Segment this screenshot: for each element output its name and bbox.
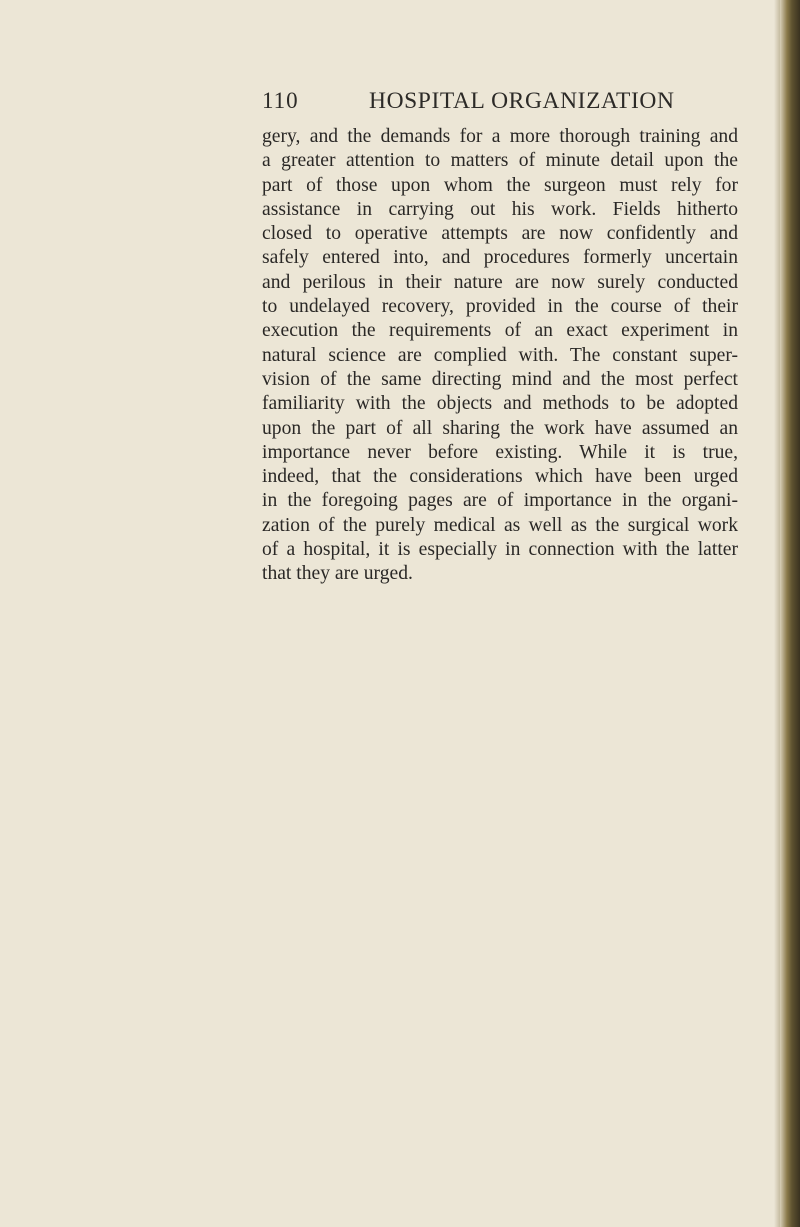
text-line: familiarity with the objects and methods to be adopted [262, 393, 738, 415]
text-line: natural science are complied with. The constant super- [262, 344, 738, 366]
text-line: safely entered into, and procedures formerly uncertain [262, 247, 738, 269]
text-line: importance never before existing. While it is true, [262, 441, 738, 463]
text-line: indeed, that the considerations which have been urged [262, 466, 738, 488]
text-line: part of those upon whom the surgeon must rely for [262, 174, 738, 196]
text-line: vision of the same directing mind and the most perfect [262, 368, 738, 390]
page-number: 110 [262, 88, 299, 113]
text-line: closed to operative attempts are now confidently and [262, 223, 738, 245]
text-line: upon the part of all sharing the work have assumed an [262, 417, 738, 439]
running-head [262, 88, 742, 124]
text-line: to undelayed recovery, provided in the course of their [262, 296, 738, 318]
text-line: zation of the purely medical as well as the surgical work [262, 514, 738, 536]
text-line: a greater attention to matters of minute detail upon the [262, 150, 738, 172]
text-line: in the foregoing pages are of importance in the organi- [262, 490, 738, 512]
page-edge [780, 0, 800, 1227]
text-line: and perilous in their nature are now surely conducted [262, 271, 738, 293]
text-line: execution the requirements of an exact experiment in [262, 320, 738, 342]
running-head-title: HOSPITAL ORGANIZATION [369, 88, 675, 114]
text-line-last: that they are urged. [262, 563, 413, 585]
text-line: assistance in carrying out his work. Fields hitherto [262, 198, 738, 220]
text-line: gery, and the demands for a more thorough training and [262, 126, 738, 147]
text-line: of a hospital, it is especially in connection with the latter [262, 539, 738, 561]
body-paragraph [262, 125, 738, 587]
